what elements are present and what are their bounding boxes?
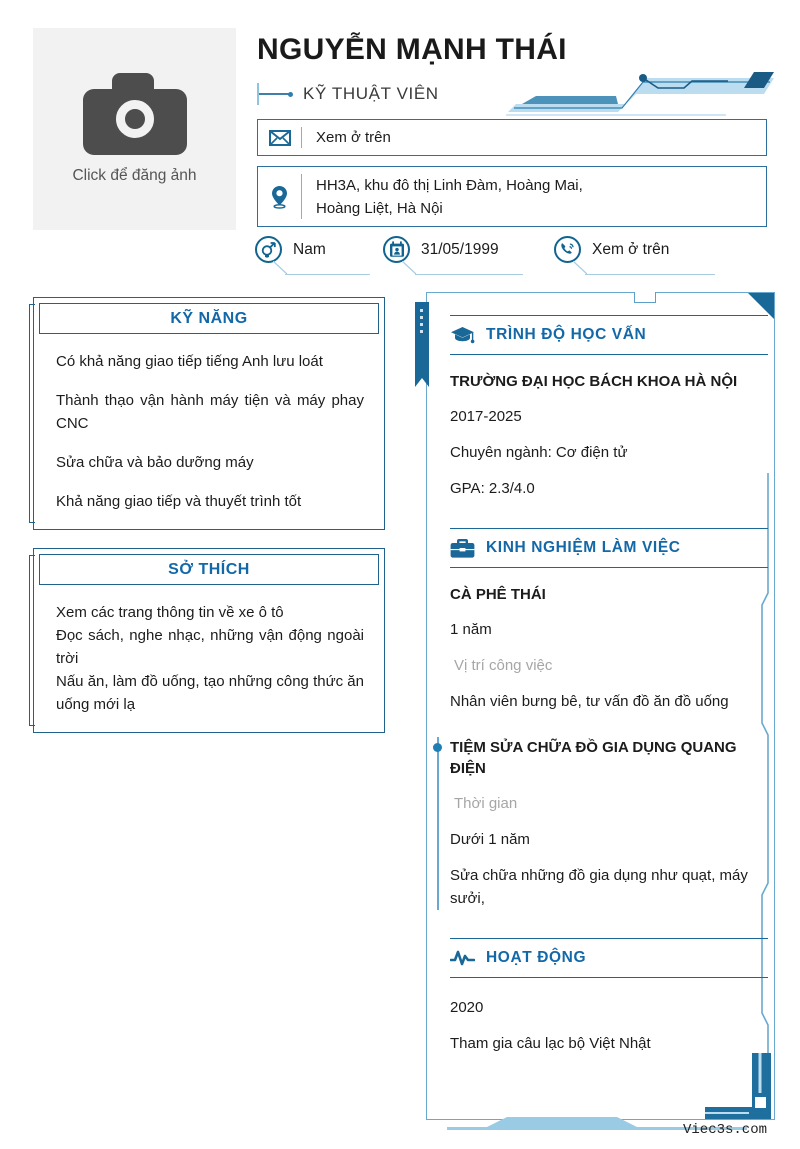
job-title-dot bbox=[288, 92, 293, 97]
list-item: Đọc sách, nghe nhạc, những vận động ngoài trời bbox=[56, 627, 364, 667]
experience-company: TIỆM SỬA CHỮA ĐỒ GIA DỤNG QUANG ĐIỆN bbox=[450, 739, 737, 777]
hobbies-title: SỞ THÍCH bbox=[39, 554, 379, 585]
skills-section bbox=[33, 297, 385, 530]
candidate-name: NGUYỄN MẠNH THÁI bbox=[257, 33, 567, 66]
timeline-rail bbox=[437, 737, 439, 910]
address-field[interactable] bbox=[257, 166, 767, 227]
gender-icon bbox=[255, 236, 282, 263]
experience-position-placeholder[interactable]: Vị trí công việc bbox=[454, 657, 553, 674]
education-major: Chuyên ngành: Cơ điện tử bbox=[450, 444, 628, 461]
experience-section-header bbox=[450, 528, 768, 568]
education-title: TRÌNH ĐỘ HỌC VẤN bbox=[486, 326, 647, 343]
email-value: Xem ở trên bbox=[316, 129, 391, 146]
activities-section-header bbox=[450, 938, 768, 978]
phone-connector bbox=[573, 261, 589, 275]
hobbies-list bbox=[34, 585, 384, 732]
birthday-connector bbox=[402, 261, 418, 275]
experience-description: Nhân viên bưng bê, tư vấn đồ ăn đồ uống bbox=[450, 693, 729, 710]
education-years: 2017-2025 bbox=[450, 408, 522, 425]
right-column bbox=[415, 292, 775, 1120]
list-item: Sửa chữa và bảo dưỡng máy bbox=[56, 454, 254, 471]
job-title: KỸ THUẬT VIÊN bbox=[303, 84, 439, 103]
pulse-icon bbox=[450, 949, 475, 967]
decorative-chart-graphic bbox=[506, 64, 774, 116]
activities-title: HOẠT ĐỘNG bbox=[486, 949, 587, 966]
phone-item[interactable] bbox=[554, 236, 669, 263]
graduation-cap-icon bbox=[450, 326, 475, 345]
gender-item[interactable] bbox=[255, 236, 326, 263]
footer-site: Viec3s.com bbox=[682, 1122, 767, 1138]
photo-upload-box[interactable] bbox=[33, 28, 236, 230]
hobbies-section bbox=[33, 548, 385, 733]
address-line-1: HH3A, khu đô thị Linh Đàm, Hoàng Mai, bbox=[316, 176, 583, 194]
list-item: Có khả năng giao tiếp tiếng Anh lưu loát bbox=[56, 353, 323, 370]
experience-title: KINH NGHIỆM LÀM VIỆC bbox=[486, 539, 681, 556]
photo-upload-label: Click để đăng ảnh bbox=[72, 167, 197, 184]
phone-underline bbox=[585, 274, 715, 275]
map-pin-icon bbox=[258, 167, 301, 226]
tab-dots bbox=[420, 309, 423, 335]
activity-year: 2020 bbox=[450, 999, 484, 1016]
personal-info-row bbox=[255, 234, 775, 280]
education-school: TRƯỜNG ĐẠI HỌC BÁCH KHOA HÀ NỘI bbox=[450, 373, 738, 390]
left-accent-tab bbox=[415, 302, 429, 378]
experience-company: CÀ PHÊ THÁI bbox=[450, 586, 546, 603]
phone-value: Xem ở trên bbox=[592, 240, 670, 258]
education-section-header bbox=[450, 315, 768, 355]
right-panel-frame bbox=[426, 292, 775, 1120]
right-panel-content bbox=[450, 315, 768, 1059]
education-body bbox=[450, 355, 768, 504]
address-value bbox=[302, 167, 583, 226]
experience-entry bbox=[450, 737, 768, 910]
timeline-dot bbox=[433, 743, 442, 752]
skills-title: KỸ NĂNG bbox=[39, 303, 379, 334]
education-gpa: GPA: 2.3/4.0 bbox=[450, 480, 535, 497]
list-item: Xem các trang thông tin về xe ô tô bbox=[56, 604, 284, 621]
gender-connector bbox=[273, 261, 289, 275]
list-item: Thành thạo vận hành máy tiện và máy phay CNC bbox=[56, 392, 364, 432]
activities-body bbox=[450, 978, 768, 1059]
skills-list bbox=[34, 334, 384, 529]
experience-duration: Dưới 1 năm bbox=[450, 831, 530, 848]
gender-underline bbox=[285, 274, 370, 275]
experience-time-placeholder[interactable]: Thời gian bbox=[454, 795, 518, 812]
list-item: Khả năng giao tiếp và thuyết trình tốt bbox=[56, 493, 302, 510]
job-title-row bbox=[257, 83, 439, 105]
briefcase-icon bbox=[450, 538, 475, 559]
experience-description: Sửa chữa những đồ gia dụng như quạt, máy sưởi, bbox=[450, 867, 748, 907]
gender-value: Nam bbox=[293, 240, 326, 258]
hobbies-outer-frame bbox=[29, 555, 35, 726]
left-column bbox=[33, 297, 385, 733]
birthday-underline bbox=[415, 274, 523, 275]
calendar-icon bbox=[383, 236, 410, 263]
top-notch bbox=[634, 292, 656, 303]
experience-duration: 1 năm bbox=[450, 621, 492, 638]
list-item: Nấu ăn, làm đồ uống, tạo những công thức ăn uống mới lạ bbox=[56, 673, 364, 713]
cv-header bbox=[0, 0, 800, 285]
experience-body bbox=[450, 568, 768, 914]
phone-icon bbox=[554, 236, 581, 263]
experience-entry bbox=[450, 584, 768, 713]
activity-description: Tham gia câu lạc bộ Việt Nhật bbox=[450, 1035, 651, 1052]
email-field[interactable] bbox=[257, 119, 767, 156]
skills-outer-frame bbox=[29, 304, 35, 523]
address-line-2: Hoàng Liệt, Hà Nội bbox=[316, 199, 443, 217]
birthday-item[interactable] bbox=[383, 236, 499, 263]
job-title-line bbox=[259, 93, 289, 95]
camera-icon bbox=[83, 73, 187, 155]
envelope-icon bbox=[258, 120, 301, 155]
birthday-value: 31/05/1999 bbox=[421, 240, 499, 258]
